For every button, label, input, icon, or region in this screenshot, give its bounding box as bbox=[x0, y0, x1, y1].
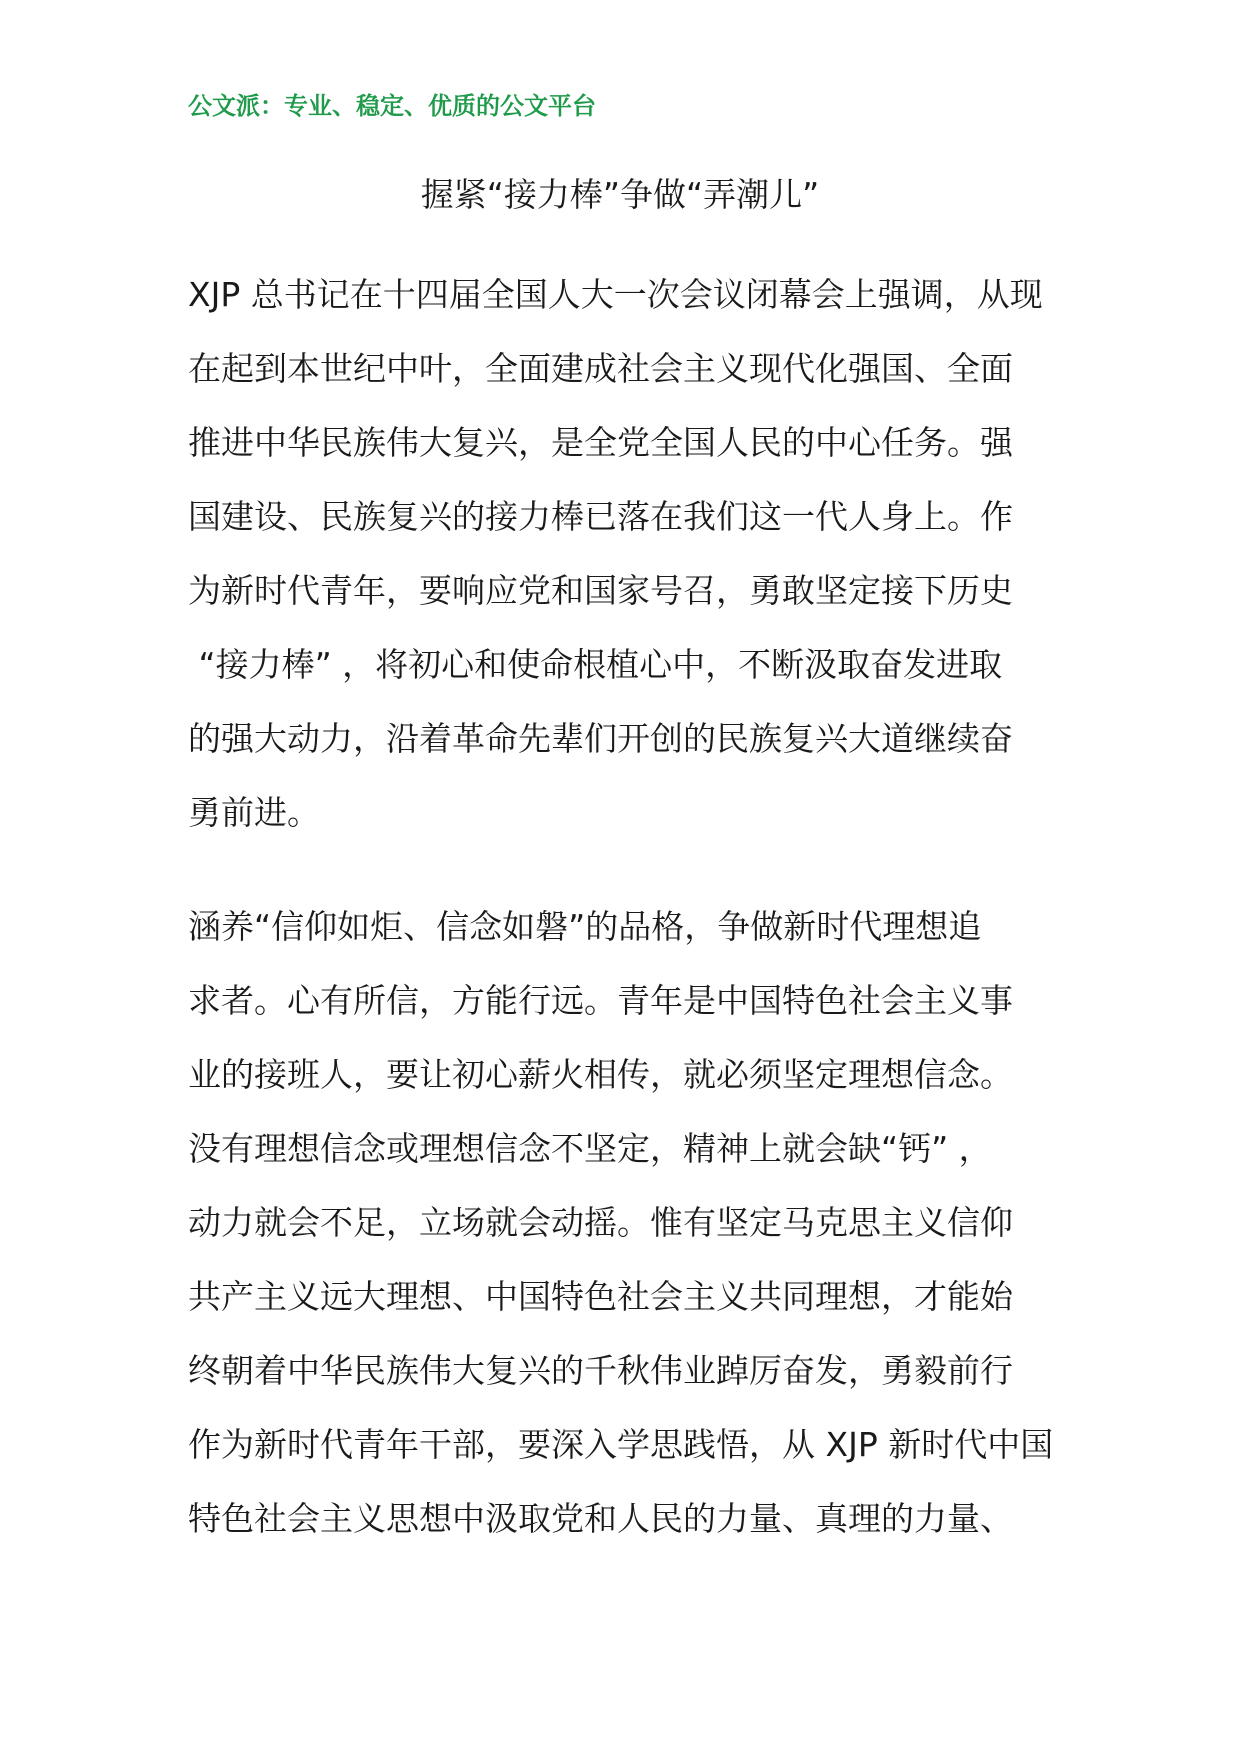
paragraph-line: 共产主义远大理想、中国特色社会主义共同理想，才能始 bbox=[188, 1277, 1013, 1316]
paragraph-line: 推进中华民族伟大复兴，是全党全国人民的中心任务。强 bbox=[188, 423, 1013, 462]
document-title: 握紧“接力棒”争做“弄潮儿” bbox=[420, 175, 820, 214]
paragraph-spacer bbox=[188, 850, 1052, 890]
paragraph-line: 勇前进。 bbox=[188, 793, 320, 832]
paragraph-line: 业的接班人，要让初心薪火相传，就必须坚定理想信念。 bbox=[188, 1055, 1013, 1094]
paragraph-line: 为新时代青年，要响应党和国家号召，勇敢坚定接下历史 bbox=[188, 571, 1013, 610]
paragraph-line: 动力就会不足，立场就会动摇。惟有坚定马克思主义信仰 bbox=[188, 1203, 1013, 1242]
paragraph-line: 终朝着中华民族伟大复兴的千秋伟业踔厉奋发，勇毅前行 bbox=[188, 1351, 1013, 1390]
paragraph-line: 涵养“信仰如炬、信念如磐”的品格，争做新时代理想追 bbox=[188, 907, 982, 946]
paragraph-line: 的强大动力，沿着革命先辈们开创的民族复兴大道继续奋 bbox=[188, 719, 1013, 758]
paragraph-line: 在起到本世纪中叶，全面建成社会主义现代化强国、全面 bbox=[188, 349, 1013, 388]
paragraph-line: 特色社会主义思想中汲取党和人民的力量、真理的力量、 bbox=[188, 1499, 1013, 1538]
paragraph-line: “接力棒” ，将初心和使命根植心中，不断汲取奋发进取 bbox=[188, 645, 1003, 684]
paragraph bbox=[188, 258, 1052, 850]
paragraph-line: XJP 总书记在十四届全国人大一次会议闭幕会上强调，从现 bbox=[188, 275, 1043, 314]
paragraph bbox=[188, 890, 1052, 1556]
paragraph-line: 作为新时代青年干部，要深入学思践悟，从 XJP 新时代中国 bbox=[188, 1425, 1054, 1464]
document-body bbox=[188, 258, 1052, 1556]
header-banner: 公文派：专业、稳定、优质的公文平台 bbox=[188, 92, 596, 120]
paragraph-line: 国建设、民族复兴的接力棒已落在我们这一代人身上。作 bbox=[188, 497, 1013, 536]
paragraph-line: 求者。心有所信，方能行远。青年是中国特色社会主义事 bbox=[188, 981, 1013, 1020]
paragraph-line: 没有理想信念或理想信念不坚定，精神上就会缺“钙” ， bbox=[188, 1129, 992, 1168]
